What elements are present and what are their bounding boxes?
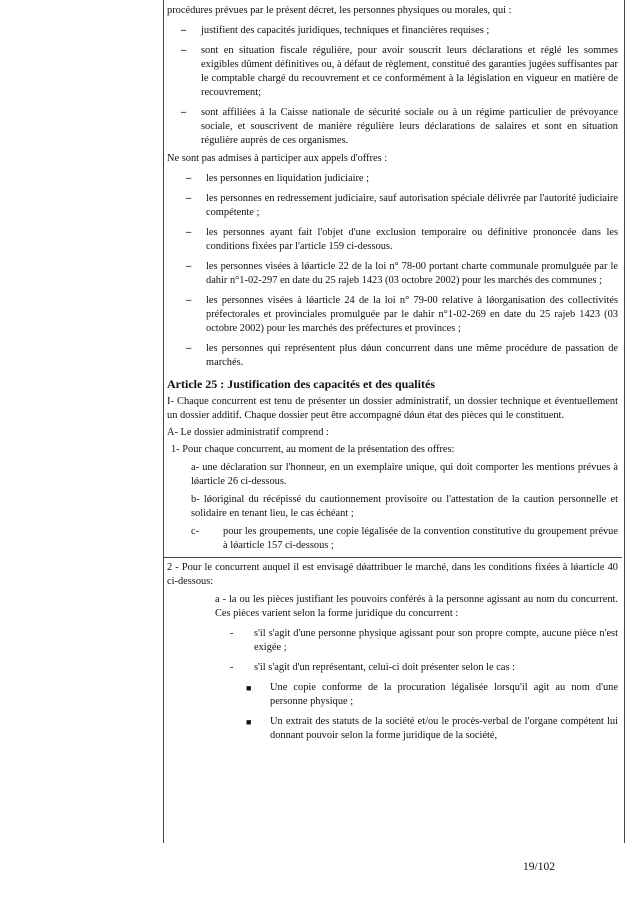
excluded-item	[167, 192, 618, 220]
excluded-item	[167, 294, 618, 336]
dash-marker: –	[186, 295, 192, 306]
dash-marker: –	[186, 173, 192, 184]
excluded-item-text: les personnes visées à lǿarticle 22 de la loi n° 78-00 portant charte communale promulguée par le dahir n°1-02-297 en date du 25 rajeb 1423 (03 octobre 2002) pour les marchés des communes ;	[206, 261, 618, 286]
dash-marker: -	[230, 628, 234, 639]
document-body	[167, 4, 618, 743]
square-bullet-icon: ■	[246, 683, 252, 693]
paragraph-2: 2 - Pour le concurrent auquel il est envisagé dǿattribuer le marché, dans les conditions fixées à lǿarticle 40 ci-dessous:	[167, 562, 618, 587]
excluded-item-text: les personnes visées à lǿarticle 24 de la loi n° 79-00 relative à lǿorganisation des collectivités préfectorales et provinciales promulguée par le dahir n°1-02-269 en date du 25 rajeb 1423 (03 octobre 2002) pour les marchés des préfectures et provinces ;	[206, 295, 618, 334]
page-number: 19/102	[523, 861, 555, 873]
square-item-text: Une copie conforme de la procuration légalisée lorsqu'il agit au nom d'une personne physique ;	[270, 682, 618, 707]
sub-item-text: s'il s'agit d'un représentant, celui-ci doit présenter selon le cas :	[254, 662, 515, 673]
paragraph-A: A- Le dossier administratif comprend :	[167, 427, 329, 438]
excluded-intro: Ne sont pas admises à participer aux appels d'offres :	[167, 153, 388, 164]
excluded-item	[167, 342, 618, 370]
item-c-text: pour les groupements, une copie légalisée de la convention constitutive du groupement prévue à lǿarticle 157 ci-dessous ;	[223, 526, 618, 551]
qualify-item	[167, 106, 618, 148]
excluded-item-text: les personnes qui représentent plus dǿun concurrent dans une même procédure de passation de marchés.	[206, 343, 618, 368]
dash-marker: –	[186, 343, 192, 354]
qualify-item-text: justifient des capacités juridiques, techniques et financières requises ;	[201, 25, 490, 36]
excluded-item	[167, 172, 618, 186]
dash-marker: –	[181, 107, 187, 118]
paragraph-1: 1- Pour chaque concurrent, au moment de la présentation des offres:	[171, 444, 455, 455]
square-bullet-item	[167, 681, 618, 709]
square-bullet-item	[167, 715, 618, 743]
dash-marker: -	[230, 662, 234, 673]
excluded-item-text: les personnes en liquidation judiciaire ;	[206, 173, 370, 184]
dash-marker: –	[186, 227, 192, 238]
dash-marker: –	[181, 25, 187, 36]
section-divider	[163, 557, 622, 558]
intro-line: procédures prévues par le présent décret, les personnes physiques ou morales, qui :	[167, 5, 512, 16]
excluded-item-text: les personnes ayant fait l'objet d'une exclusion temporaire ou définitive prononcée dans les conditions fixées par l'article 159 ci-dessous.	[206, 227, 618, 252]
sub-item	[167, 661, 618, 675]
item-c-marker: c-	[191, 526, 200, 537]
dash-marker: –	[186, 193, 192, 204]
sub-item	[167, 627, 618, 655]
qualify-item	[167, 24, 618, 38]
dash-marker: –	[186, 261, 192, 272]
square-item-text: Un extrait des statuts de la société et/ou le procès-verbal de l'organe compétent lui donnant pouvoir selon la forme juridique de la société,	[270, 716, 618, 741]
item-2a: a - la ou les pièces justifiant les pouvoirs conférés à la personne agissant au nom du concurrent. Ces pièces varient selon la forme juridique du concurrent :	[215, 594, 618, 619]
paragraph-I: I- Chaque concurrent est tenu de présenter un dossier administratif, un dossier technique et éventuellement un dossier additif. Chaque dossier peut être accompagné dǿun état des pièces qui le constituent.	[167, 396, 618, 421]
qualify-item	[167, 44, 618, 100]
item-a: a- une déclaration sur l'honneur, en un exemplaire unique, qui doit comporter les mentions prévues à lǿarticle 26 ci-dessous.	[191, 462, 618, 487]
item-c	[167, 525, 618, 553]
square-bullet-icon: ■	[246, 717, 252, 727]
excluded-item	[167, 226, 618, 254]
qualify-item-text: sont affiliées à la Caisse nationale de sécurité sociale ou à un régime particulier de prévoyance sociale, et souscrivent de manière régulière leurs déclarations de salaires et sont en situation régulière auprès de ces organismes.	[201, 107, 618, 146]
excluded-item-text: les personnes en redressement judiciaire, sauf autorisation spéciale délivrée par l'autorité judiciaire compétente ;	[206, 193, 618, 218]
excluded-item	[167, 260, 618, 288]
sub-item-text: s'il s'agit d'une personne physique agissant pour son propre compte, aucune pièce n'est exigée ;	[254, 628, 618, 653]
qualify-item-text: sont en situation fiscale régulière, pour avoir souscrit leurs déclarations et réglé les sommes exigibles dûment définitives ou, à défaut de règlement, constitué des garanties jugées suffisantes par le comptable chargé du recouvrement et ce conformément à la législation en vigueur en matière de recouvrement;	[201, 45, 618, 98]
article-heading: Article 25 : Justification des capacités et des qualités	[167, 377, 435, 391]
dash-marker: –	[181, 45, 187, 56]
item-b: b- lǿoriginal du récépissé du cautionnement provisoire ou l'attestation de la caution personnelle et solidaire en tenant lieu, le cas échéant ;	[191, 494, 618, 519]
